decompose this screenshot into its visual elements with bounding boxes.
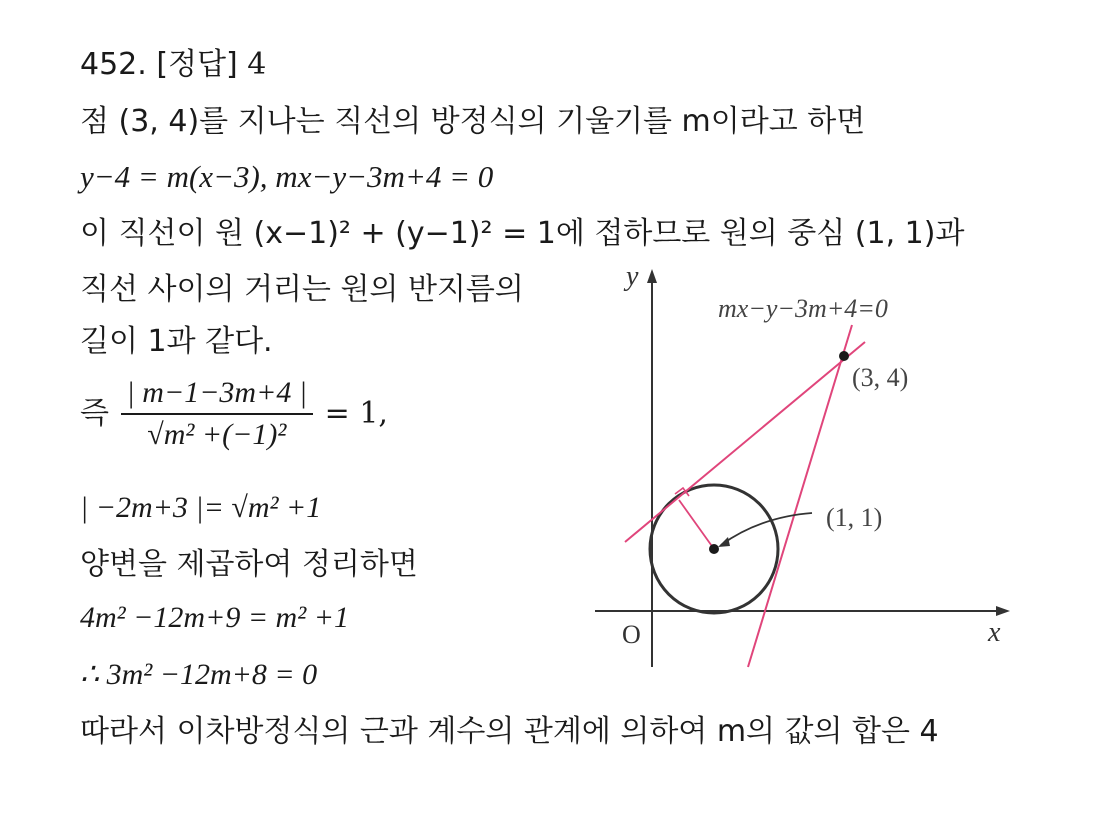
circle-center-point: [709, 544, 719, 554]
answer-value: 4: [247, 47, 267, 82]
center-leader-line: [721, 513, 812, 545]
solution-line-8: 양변을 제곱하여 정리하면: [80, 547, 418, 582]
line-equation-label: mx−y−3m+4=0: [718, 294, 888, 323]
answer-label: [정답]: [156, 47, 238, 82]
solution-line-11: 따라서 이차방정식의 근과 계수의 관계에 의하여 m의 값의 합은 4: [80, 714, 939, 749]
point-3-4: [839, 351, 849, 361]
problem-header: [80, 45, 266, 85]
solution-line-3: 이 직선이 원 (x−1)² + (y−1)² = 1에 접하므로 원의 중심 (1, 1)과: [80, 216, 965, 251]
distance-equation: [80, 375, 388, 453]
fraction-numerator: | m−1−3m+4 |: [121, 375, 314, 415]
solution-line-1: 점 (3, 4)를 지나는 직선의 방정식의 기울기를 m이라고 하면: [80, 104, 866, 139]
distance-fraction: [121, 375, 314, 453]
tangent-line-2: [748, 325, 852, 667]
center-leader-arrowhead: [718, 537, 730, 547]
fraction-denominator: √m² +(−1)²: [147, 418, 287, 451]
x-axis-arrow: [996, 606, 1010, 616]
solution-line-2: y−4 = m(x−3), mx−y−3m+4 = 0: [80, 159, 494, 194]
solution-line-4: 직선 사이의 거리는 원의 반지름의: [80, 272, 524, 307]
x-axis-label: x: [988, 617, 1001, 648]
tangent-figure: [590, 255, 1020, 675]
radius-segment: [679, 500, 714, 549]
y-axis-label: y: [626, 261, 639, 292]
problem-number: 452.: [80, 47, 147, 82]
solution-line-7: | −2m+3 |= √m² +1: [80, 491, 322, 524]
center-label: (1, 1): [826, 503, 883, 532]
solution-line-5: 길이 1과 같다.: [80, 324, 273, 359]
origin-label: O: [622, 620, 641, 649]
equation-suffix: = 1,: [324, 396, 388, 431]
solution-line-9: 4m² −12m+9 = m² +1: [80, 601, 349, 634]
point-3-4-label: (3, 4): [852, 363, 909, 392]
solution-line-10: ∴ 3m² −12m+8 = 0: [80, 658, 318, 691]
y-axis-arrow: [647, 269, 657, 283]
equation-prefix: 즉: [80, 396, 109, 431]
